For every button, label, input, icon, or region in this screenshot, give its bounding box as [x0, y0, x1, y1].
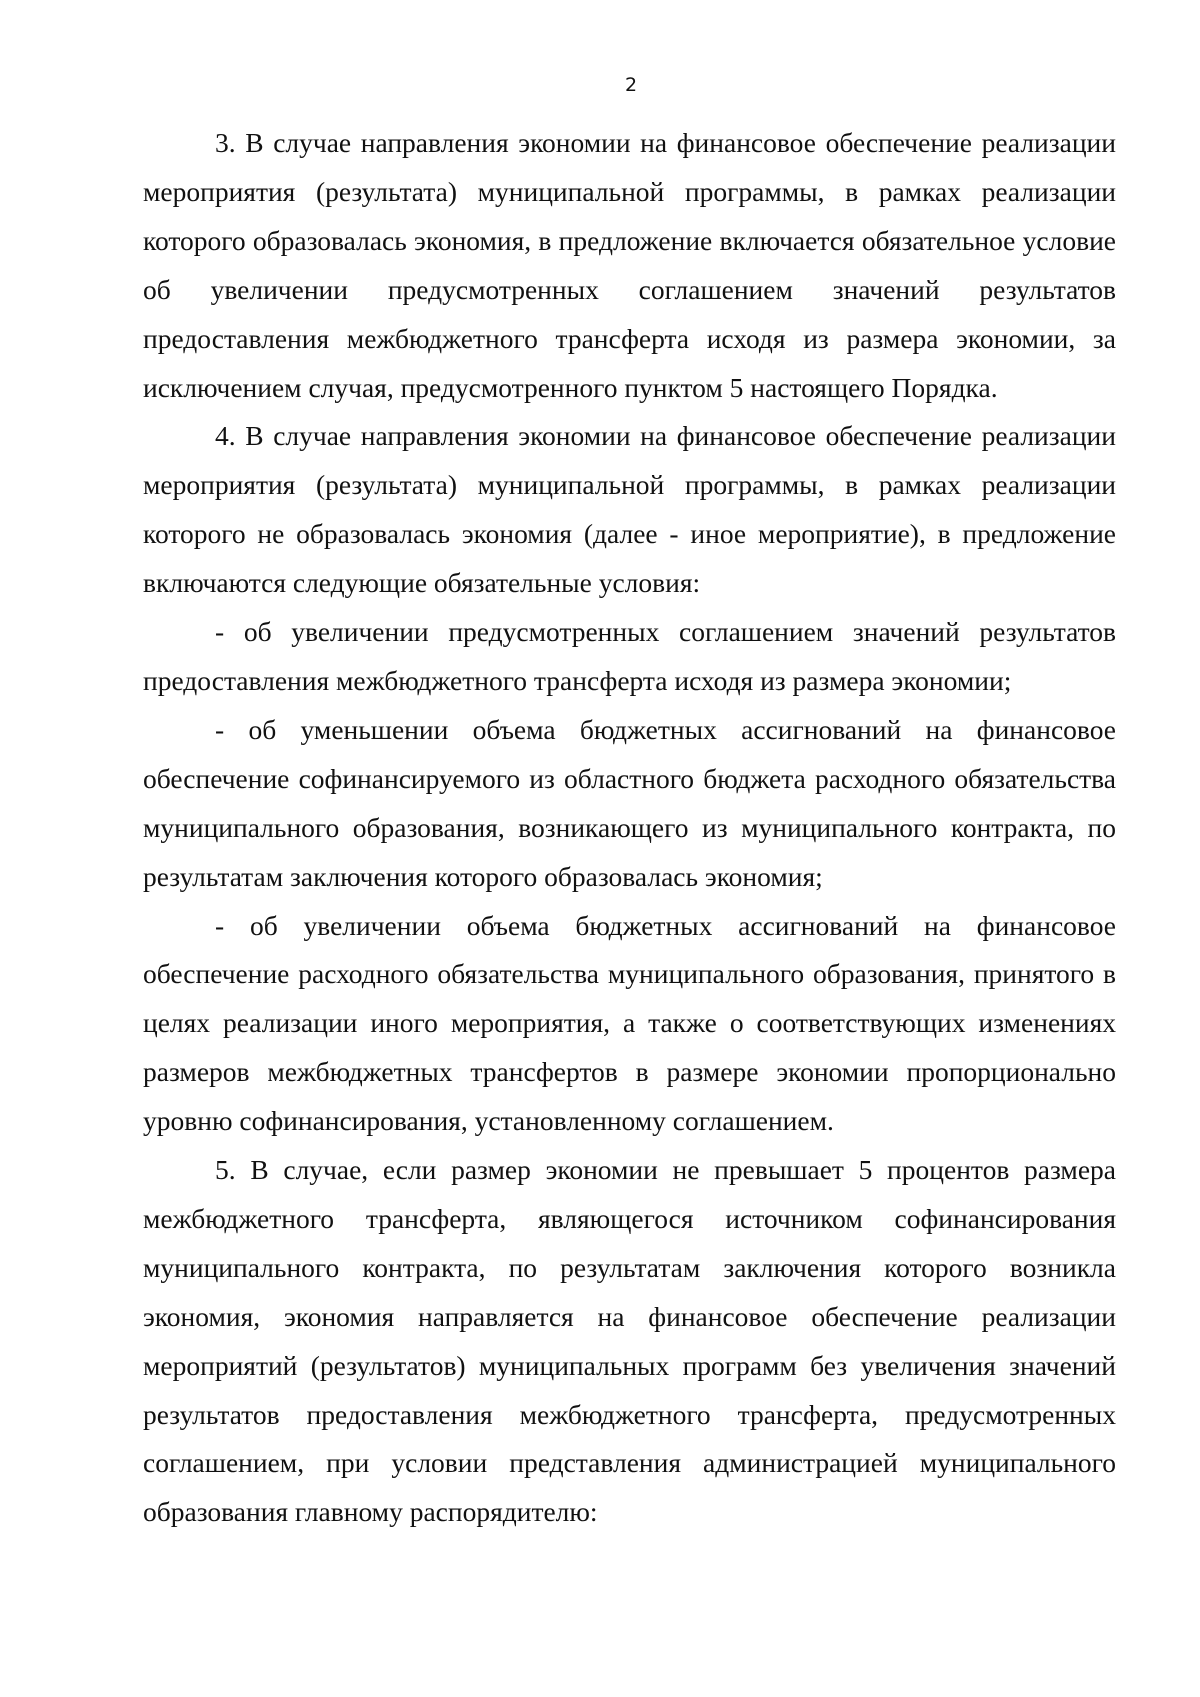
paragraph-clause-5: 5. В случае, если размер экономии не превышает 5 процентов размера межбюджетного трансферта, являющегося источником софинансирования муниципального контракта, по результатам заключения которого возникла экономия, экономия направляется на финансовое обеспечение реализации мероприятий (результатов) муниципальных программ без увеличения значений результатов предоставления межбюджетного трансферта, предусмотренных соглашением, при условии представления администрацией муниципального образования главному распорядителю:: [143, 1154, 1116, 1528]
paragraph-clause-4: 4. В случае направления экономии на финансовое обеспечение реализации мероприятия (результата) муниципальной программы, в рамках реализации которого не образовалась экономия (далее - иное мероприятие), в предложение включаются следующие обязательные условия:: [143, 420, 1116, 599]
page-number: 2: [624, 74, 638, 96]
paragraph-condition-decrease-allocations: - об уменьшении объема бюджетных ассигнований на финансовое обеспечение софинансируемого из областного бюджета расходного обязательства муниципального образования, возникающего из муниципального контракта, по результатам заключения которого образовалась экономия;: [143, 713, 1116, 892]
paragraph-condition-increase-results: - об увеличении предусмотренных соглашением значений результатов предоставления межбюджетного трансферта исходя из размера экономии;: [143, 616, 1116, 696]
paragraph-clause-3: 3. В случае направления экономии на финансовое обеспечение реализации мероприятия (результата) муниципальной программы, в рамках реализации которого образовалась экономия, в предложение включается обязательное условие об увеличении предусмотренных соглашением значений результатов предоставления межбюджетного трансферта исходя из размера экономии, за исключением случая, предусмотренного пунктом 5 настоящего Порядка.: [143, 127, 1116, 403]
document-body: [143, 119, 1116, 1537]
paragraph-condition-increase-allocations: - об увеличении объема бюджетных ассигнований на финансовое обеспечение расходного обязательства муниципального образования, принятого в целях реализации иного мероприятия, а также о соответствующих изменениях размеров межбюджетных трансфертов в размере экономии пропорционально уровню софинансирования, установленному соглашением.: [143, 909, 1116, 1137]
